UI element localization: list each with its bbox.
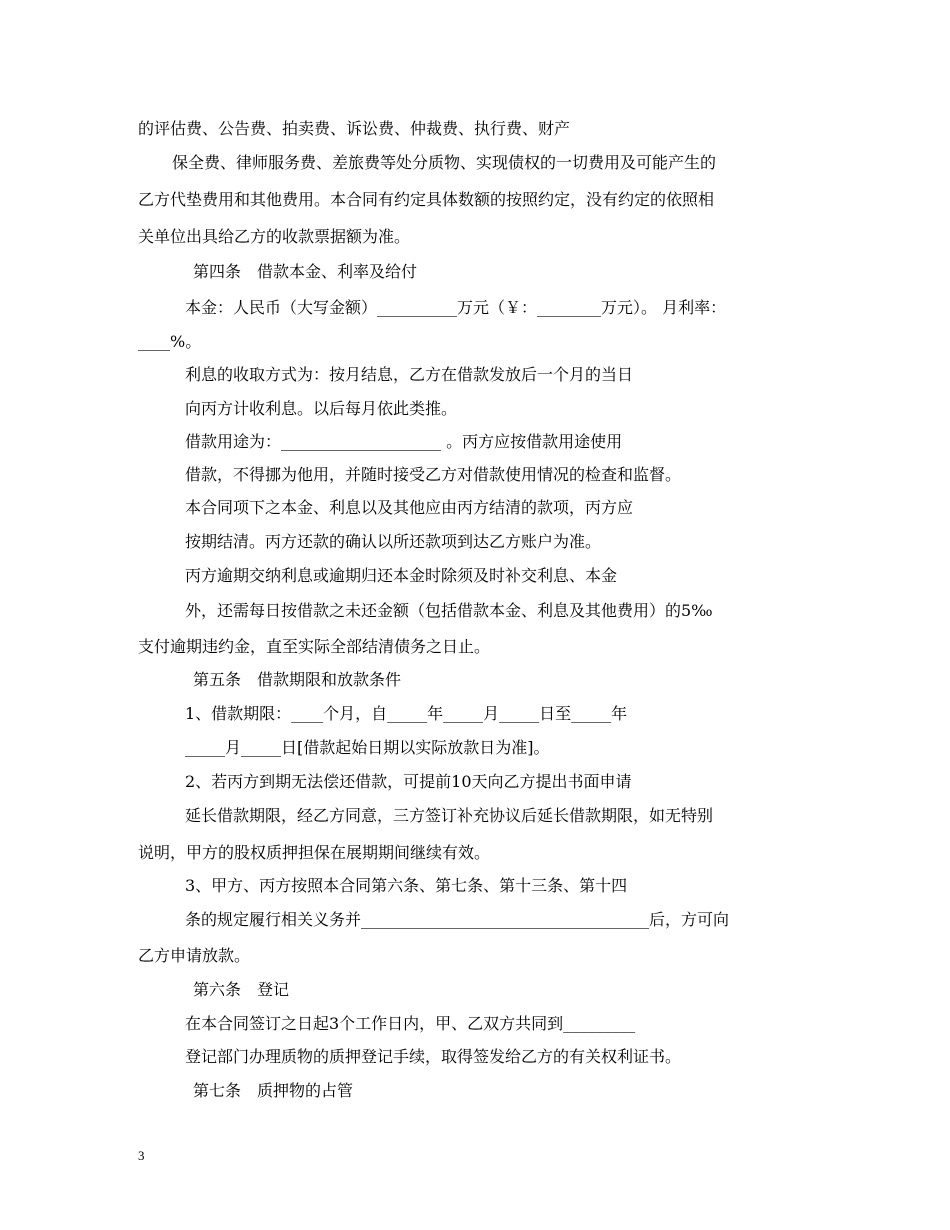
section-heading: 第五条 借款期限和放款条件 — [193, 670, 402, 689]
text-line: 登记部门办理质物的质押登记手续，取得签发给乙方的有关权利证书。 — [185, 1047, 682, 1066]
text-line: 本合同项下之本金、利息以及其他应由丙方结清的款项，丙方应 — [185, 498, 634, 517]
text-line: 乙方代垫费用和其他费用。本合同有约定具体数额的按照约定，没有约定的依照相 — [138, 190, 715, 209]
text-line: 向丙方计收利息。以后每月依此类推。 — [185, 399, 458, 418]
text-line: 乙方申请放款。 — [138, 946, 251, 965]
text-line: 利息的收取方式为：按月结息，乙方在借款发放后一个月的当日 — [185, 365, 634, 384]
text-line: ____%。 — [138, 332, 202, 351]
text-line: 的评估费、公告费、拍卖费、诉讼费、仲裁费、执行费、财产 — [138, 119, 571, 138]
text-line: 延长借款期限，经乙方同意，三方签订补充协议后延长借款期限，如无特别 — [185, 806, 714, 825]
text-line: 借款，不得挪为他用，并随时接受乙方对借款使用情况的检查和监督。 — [185, 465, 682, 484]
text-line: 关单位出具给乙方的收款票据额为准。 — [138, 227, 411, 246]
text-line: 外，还需每日按借款之未还金额（包括借款本金、利息及其他费用）的5‰ — [185, 601, 713, 620]
text-line: 本金：人民币（大写金额）__________万元（￥：________万元）。 月利率： — [185, 298, 727, 317]
text-line: 借款用途为：____________________ 。丙方应按借款用途使用 — [185, 432, 623, 451]
text-line: 支付逾期违约金，直至实际全部结清债务之日止。 — [138, 637, 491, 656]
text-line: _____月_____日[借款起始日期以实际放款日为准]。 — [185, 738, 550, 757]
section-heading: 第七条 质押物的占管 — [193, 1081, 354, 1100]
text-line: 在本合同签订之日起3个工作日内，甲、乙双方共同到_________ — [185, 1014, 636, 1033]
text-line: 丙方逾期交纳利息或逾期归还本金时除须及时补交利息、本金 — [185, 566, 618, 585]
text-line: 说明，甲方的股权质押担保在展期期间继续有效。 — [138, 843, 491, 862]
text-line: 1、借款期限：____个月，自_____年_____月_____日至_____年 — [185, 704, 628, 723]
section-heading: 第四条 借款本金、利率及给付 — [193, 262, 418, 281]
text-line: 按期结清。丙方还款的确认以所还款项到达乙方账户为准。 — [185, 532, 602, 551]
text-line: 2、若丙方到期无法偿还借款，可提前10天向乙方提出书面申请 — [185, 772, 632, 791]
text-line: 3、甲方、丙方按照本合同第六条、第七条、第十三条、第十四 — [185, 876, 628, 895]
text-line: 条的规定履行相关义务并____________________________________后，方可向 — [185, 910, 730, 929]
text-line: 保全费、律师服务费、差旅费等处分质物、实现债权的一切费用及可能产生的 — [172, 153, 717, 172]
page-number: 3 — [138, 1148, 145, 1163]
section-heading: 第六条 登记 — [193, 980, 290, 999]
